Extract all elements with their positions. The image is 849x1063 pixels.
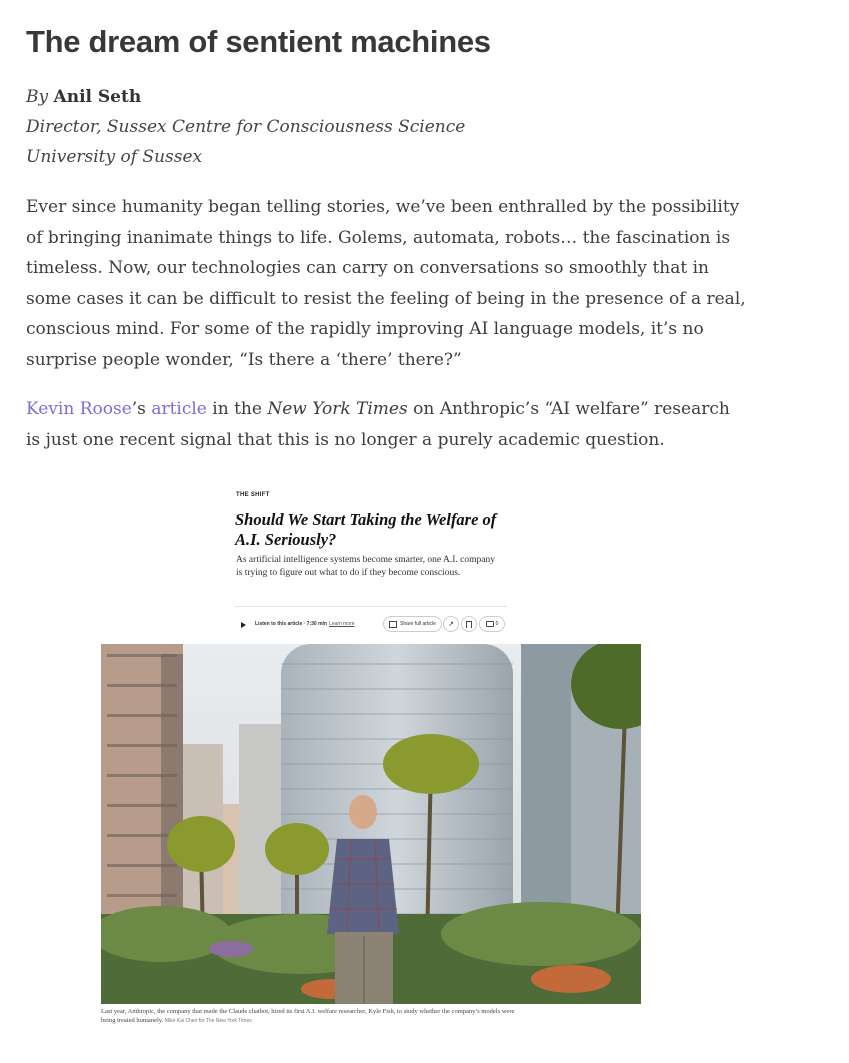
play-icon — [241, 622, 246, 628]
nyt-article-screenshot — [101, 484, 641, 1024]
share-arrow-icon: ↗ — [448, 621, 454, 628]
byline-by: By — [26, 87, 49, 107]
nyt-kicker: THE SHIFT — [236, 492, 270, 498]
nyt-photo — [101, 644, 641, 1004]
byline — [26, 82, 465, 172]
nyt-summary: As artificial intelligence systems become smarter, one A.I. company is trying to figure out what to do if they become conscious. — [236, 555, 495, 578]
paragraph-text: on Anthropic’s “AI welfare” research is just one recent signal that this is no longer a purely academic question. — [26, 399, 730, 450]
article-title: The dream of sentient machines — [26, 24, 491, 59]
caption-text: Last year, Anthropic, the company that made the Claude chatbot, hired its first A.I. welfare researcher, Kyle Fish, to study whether the company’s models were being treated humanely. — [101, 1008, 515, 1024]
publication-name: New York Times — [267, 399, 408, 419]
photo-illustration — [101, 644, 641, 1004]
article-link[interactable]: article — [151, 399, 207, 419]
photo-credit: Mike Kai Chen for The New York Times — [164, 1018, 252, 1024]
bookmark-button — [461, 616, 477, 632]
kevin-roose-link[interactable]: Kevin Roose — [26, 399, 132, 419]
listen-label: Listen to this article · 7:30 min — [255, 621, 327, 627]
share-arrow-button — [443, 616, 459, 632]
share-full-article-button — [383, 616, 442, 632]
body-paragraph-1: Ever since humanity began telling stories, we’ve been enthralled by the possibility of bringing inanimate things to life. Golems, automata, robots… the fascination is timeless. Now, our technologies can carry on conversations so smoothly that in some cases it can be difficult to resist the feeling of being in the presence of a real, conscious mind. For some of the rapidly improving AI language models, it’s no surprise people wonder, “Is there a ‘there’ there?” — [26, 197, 746, 370]
paragraph-text: in the — [206, 399, 268, 419]
share-label: Share full article — [400, 621, 436, 627]
byline-author-line — [26, 82, 465, 112]
paragraph-text: ’s — [131, 399, 152, 419]
comment-bubble-icon — [486, 621, 494, 627]
nyt-toolbar — [235, 606, 507, 641]
comments-button — [479, 616, 505, 632]
nyt-headline: Should We Start Taking the Welfare of A.I. Seriously? — [235, 510, 497, 549]
bookmark-icon — [466, 621, 472, 628]
nyt-photo-caption — [101, 1007, 521, 1026]
author-name: Anil Seth — [53, 87, 142, 107]
author-institution: University of Sussex — [26, 147, 203, 167]
body-paragraph-2 — [26, 394, 746, 455]
gift-icon — [389, 621, 397, 628]
author-role: Director, Sussex Centre for Consciousness Science — [26, 117, 466, 137]
learn-more-link: Learn more — [329, 621, 355, 627]
comments-count: 0 — [495, 621, 499, 627]
